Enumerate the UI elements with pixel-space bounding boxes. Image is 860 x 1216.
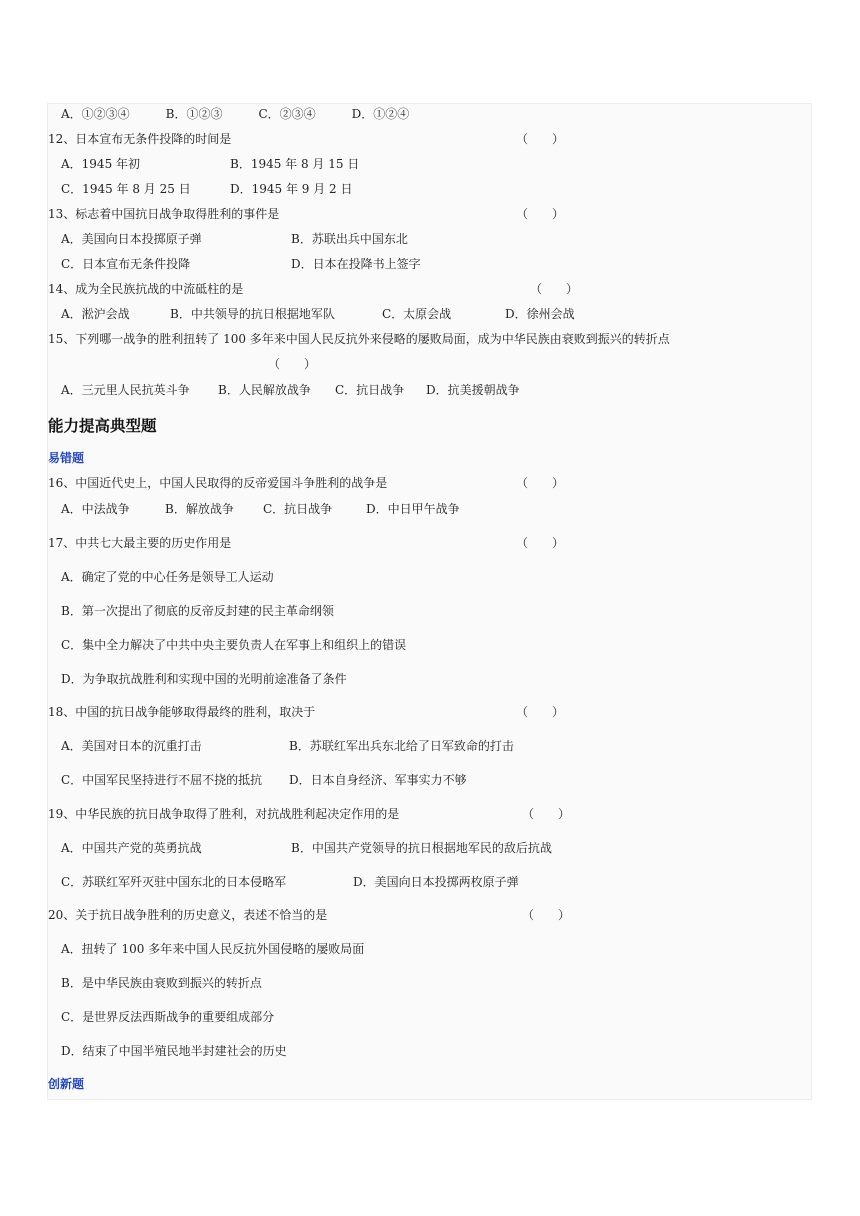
q17-option-d: D．为争取抗战胜利和实现中国的光明前途准备了条件 <box>61 672 347 686</box>
q12-answer-blank: （ ） <box>516 132 565 146</box>
q12-stem: 12、日本宣布无条件投降的时间是 <box>48 132 232 146</box>
q16-option-c: C．抗日战争 <box>263 502 333 516</box>
q13-option-d: D．日本在投降书上签字 <box>291 257 421 271</box>
q15-option-a: A．三元里人民抗英斗争 <box>61 383 190 397</box>
q11-options: A．①②③④ B．①②③ C．②③④ D．①②④ <box>61 107 410 121</box>
q19-answer-blank: （ ） <box>522 807 571 821</box>
q13-option-a: A．美国向日本投掷原子弹 <box>61 232 202 246</box>
q14-option-a: A．淞沪会战 <box>61 307 130 321</box>
q17-stem: 17、中共七大最主要的历史作用是 <box>48 536 232 550</box>
q12-option-c: C．1945 年 8 月 25 日 <box>61 182 191 196</box>
q20-option-c: C．是世界反法西斯战争的重要组成部分 <box>61 1010 275 1024</box>
q16-option-d: D．中日甲午战争 <box>366 502 460 516</box>
q16-stem: 16、中国近代史上，中国人民取得的反帝爱国斗争胜利的战争是 <box>48 476 388 490</box>
q15-option-c: C．抗日战争 <box>335 383 405 397</box>
error-prone-label: 易错题 <box>48 451 85 465</box>
q13-option-c: C．日本宣布无条件投降 <box>61 257 191 271</box>
q16-answer-blank: （ ） <box>516 476 565 490</box>
q18-option-b: B．苏联红军出兵东北给了日军致命的打击 <box>289 739 514 753</box>
q19-stem: 19、中华民族的抗日战争取得了胜利，对抗战胜利起决定作用的是 <box>48 807 400 821</box>
q20-option-b: B．是中华民族由衰败到振兴的转折点 <box>61 976 262 990</box>
q16-option-a: A．中法战争 <box>61 502 130 516</box>
q12-option-d: D．1945 年 9 月 2 日 <box>230 182 353 196</box>
q20-option-d: D．结束了中国半殖民地半封建社会的历史 <box>61 1044 287 1058</box>
section-heading: 能力提高典型题 <box>48 417 157 435</box>
q14-option-d: D．徐州会战 <box>505 307 575 321</box>
q19-option-b: B．中国共产党领导的抗日根据地军民的敌后抗战 <box>291 841 552 855</box>
q20-answer-blank: （ ） <box>522 908 571 922</box>
q18-option-d: D．日本自身经济、军事实力不够 <box>289 773 467 787</box>
q15-stem: 15、下列哪一战争的胜利扭转了 100 多年来中国人民反抗外来侵略的屡败局面，成为中华民族由衰败到振兴的转折点 <box>48 332 670 346</box>
q13-stem: 13、标志着中国抗日战争取得胜利的事件是 <box>48 207 280 221</box>
q18-stem: 18、中国的抗日战争能够取得最终的胜利，取决于 <box>48 705 316 719</box>
q15-option-d: D．抗美援朝战争 <box>426 383 520 397</box>
q17-option-c: C．集中全力解决了中共中央主要负责人在军事上和组织上的错误 <box>61 638 407 652</box>
q20-option-a: A．扭转了 100 多年来中国人民反抗外国侵略的屡败局面 <box>61 942 365 956</box>
q18-option-a: A．美国对日本的沉重打击 <box>61 739 202 753</box>
q17-answer-blank: （ ） <box>516 536 565 550</box>
innovation-label: 创新题 <box>48 1077 85 1091</box>
q20-stem: 20、关于抗日战争胜利的历史意义，表述不恰当的是 <box>48 908 328 922</box>
worksheet-page <box>47 103 812 1100</box>
q19-option-a: A．中国共产党的英勇抗战 <box>61 841 202 855</box>
q12-option-a: A．1945 年初 <box>61 157 141 171</box>
q18-option-c: C．中国军民坚持进行不屈不挠的抵抗 <box>61 773 263 787</box>
q17-option-a: A．确定了党的中心任务是领导工人运动 <box>61 570 274 584</box>
q13-option-b: B．苏联出兵中国东北 <box>291 232 408 246</box>
q19-option-c: C．苏联红军歼灭驻中国东北的日本侵略军 <box>61 875 287 889</box>
q16-option-b: B．解放战争 <box>165 502 234 516</box>
q19-option-d: D．美国向日本投掷两枚原子弹 <box>353 875 519 889</box>
q12-option-b: B．1945 年 8 月 15 日 <box>230 157 360 171</box>
q14-answer-blank: （ ） <box>530 282 579 296</box>
q18-answer-blank: （ ） <box>516 705 565 719</box>
q14-option-c: C．太原会战 <box>382 307 452 321</box>
q17-option-b: B．第一次提出了彻底的反帝反封建的民主革命纲领 <box>61 604 334 618</box>
q14-stem: 14、成为全民族抗战的中流砥柱的是 <box>48 282 244 296</box>
q15-option-b: B．人民解放战争 <box>218 383 311 397</box>
q15-answer-blank: （ ） <box>268 357 317 371</box>
q13-answer-blank: （ ） <box>516 207 565 221</box>
q14-option-b: B．中共领导的抗日根据地军队 <box>170 307 335 321</box>
